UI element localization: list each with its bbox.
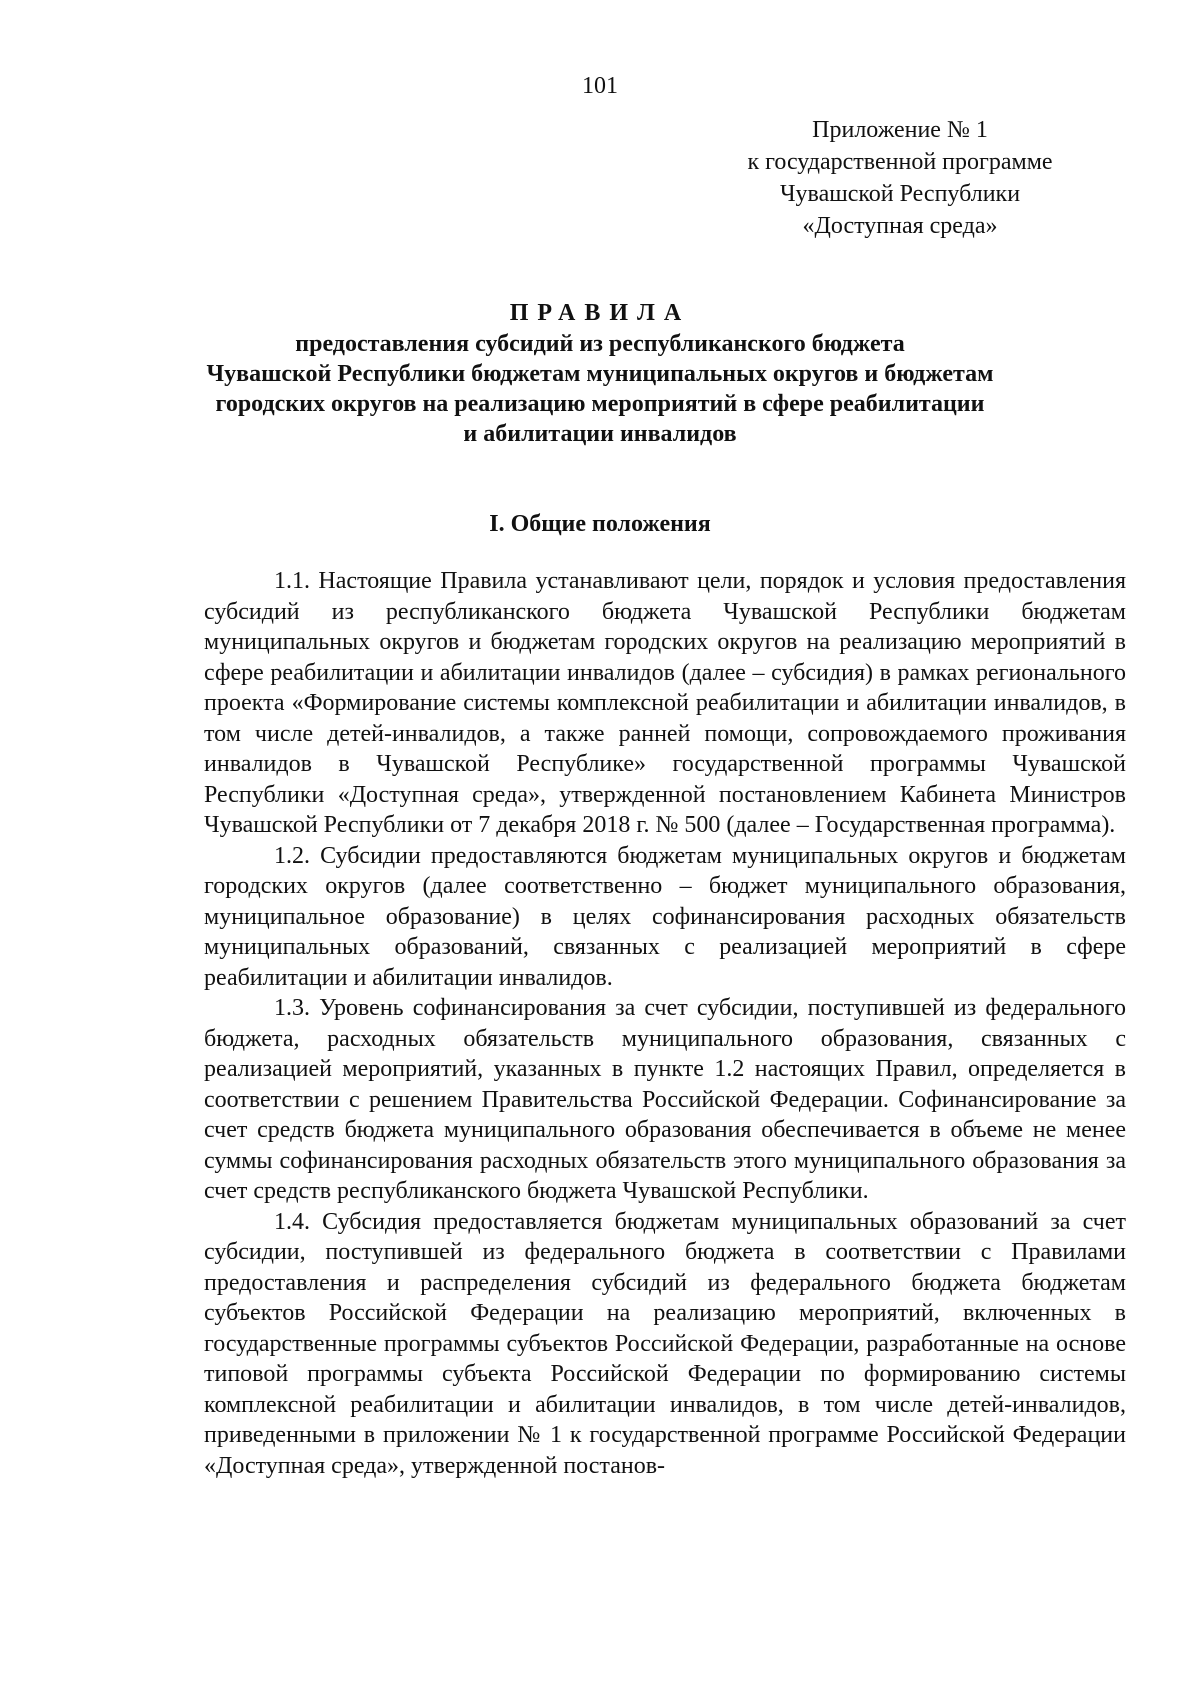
document-title bbox=[160, 298, 1040, 449]
section-heading: I. Общие положения bbox=[489, 511, 711, 537]
appendix-line: Чувашской Республики bbox=[779, 181, 1021, 207]
appendix-header bbox=[690, 114, 1110, 242]
title-main: ПРАВИЛА bbox=[509, 300, 691, 326]
body-text bbox=[204, 566, 1126, 1481]
paragraph-1-2: 1.2. Субсидии предоставляются бюджетам муниципальных округов и бюджетам городских округов (далее соответственно – бюджет муниципального образования, муниципальное образование) в целях софинансирования расходных обязательств муниципальных образований, связанных с реализацией мероприятий в сфере реабилитации и абилитации инвалидов. bbox=[204, 842, 1126, 991]
title-subtitle-line: и абилитации инвалидов bbox=[463, 421, 737, 447]
title-subtitle-line: Чувашской Республики бюджетам муниципальных округов и бюджетам bbox=[206, 361, 994, 387]
paragraph-1-4: 1.4. Субсидия предоставляется бюджетам муниципальных образований за счет субсидии, поступившей из федерального бюджета в соответствии с Правилами предоставления и распределения субсидий из федерального бюджета бюджетам субъектов Российской Федерации на реализацию мероприятий, включенных в государственные программы субъектов Российской Федерации, разработанные на основе типовой программы субъекта Российской Федерации по формированию системы комплексной реабилитации и абилитации инвалидов, в том числе детей-инвалидов, приведенными в приложении № 1 к государственной программе Российской Федерации «Доступная среда», утвержденной постанов- bbox=[204, 1208, 1126, 1479]
title-subtitle-line: городских округов на реализацию мероприятий в сфере реабилитации bbox=[215, 391, 985, 417]
appendix-line: «Доступная среда» bbox=[802, 213, 998, 239]
page-number: 101 bbox=[582, 73, 618, 99]
paragraph-1-3: 1.3. Уровень софинансирования за счет субсидии, поступившей из федерального бюджета, расходных обязательств муниципального образования, связанных с реализацией мероприятий, указанных в пункте 1.2 настоящих Правил, определяется в соответствии с решением Правительства Российской Федерации. Софинансирование за счет средств бюджета муниципального образования обеспечивается в объеме не менее суммы софинансирования расходных обязательств этого муниципального образования за счет средств республиканского бюджета Чувашской Республики. bbox=[204, 995, 1126, 1204]
title-subtitle-line: предоставления субсидий из республиканского бюджета bbox=[295, 331, 905, 357]
appendix-line: к государственной программе bbox=[747, 149, 1053, 175]
paragraph-1-1: 1.1. Настоящие Правила устанавливают цели, порядок и условия предоставления субсидий из республиканского бюджета Чувашской Республики бюджетам муниципальных округов и бюджетам городских округов на реализацию мероприятий в сфере реабилитации и абилитации инвалидов (далее – субсидия) в рамках регионального проекта «Формирование системы комплексной реабилитации и абилитации инвалидов, в том числе детей-инвалидов, а также ранней помощи, сопровождаемого проживания инвалидов в Чувашской Республике» государственной программы Чувашской Республики «Доступная среда», утвержденной постановлением Кабинета Министров Чувашской Республики от 7 декабря 2018 г. № 500 (далее – Государственная программа). bbox=[204, 568, 1126, 838]
appendix-line: Приложение № 1 bbox=[812, 117, 988, 143]
